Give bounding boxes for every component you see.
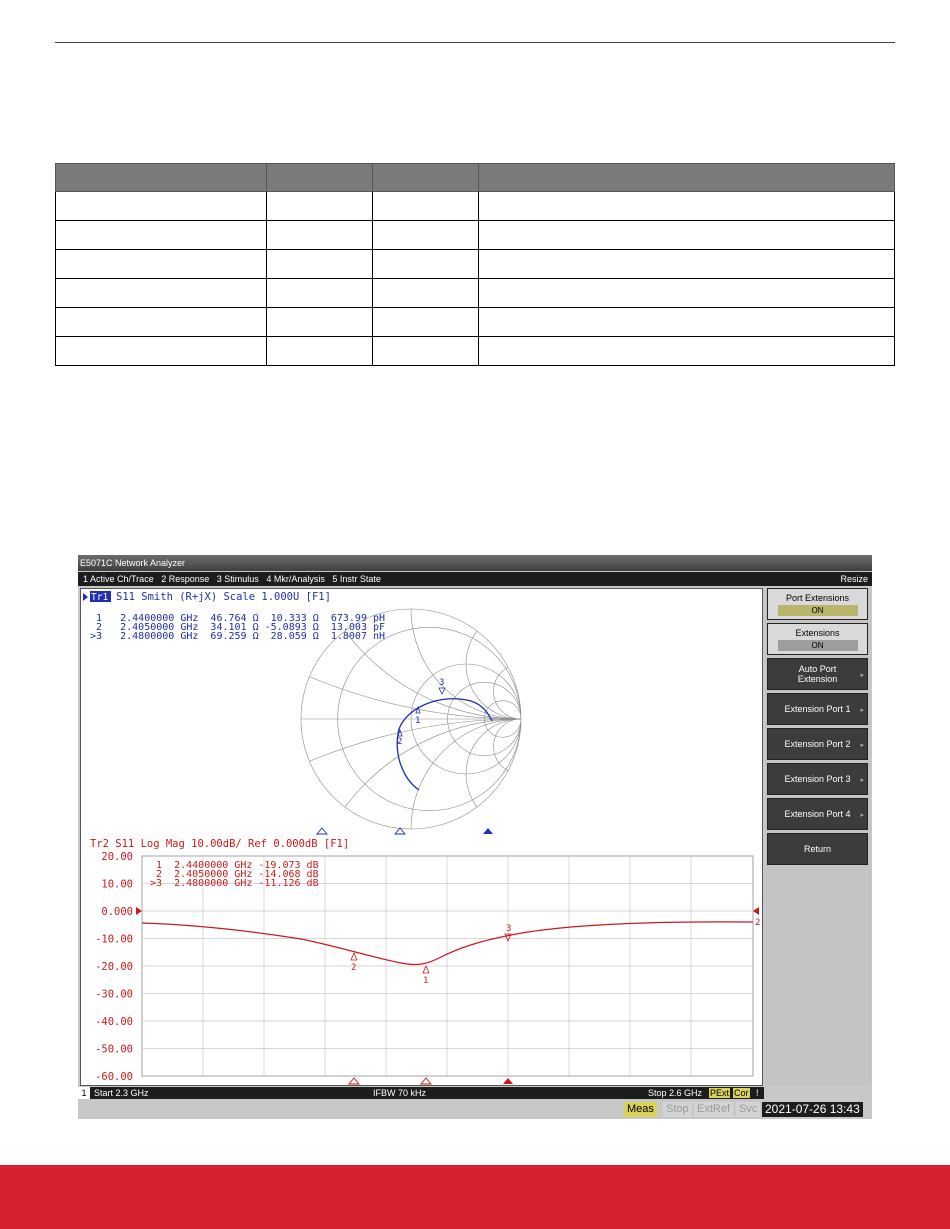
table-row bbox=[56, 250, 895, 279]
stop-indicator: Stop bbox=[663, 1102, 692, 1117]
smith-marker-line: 2 2.4050000 GHz 34.101 Ω -5.0893 Ω 13.003 pF bbox=[84, 622, 386, 633]
extension-port-2-button[interactable]: Extension Port 2 ▸ bbox=[767, 728, 868, 760]
svg-text:1: 1 bbox=[415, 716, 421, 726]
svg-text:2: 2 bbox=[351, 963, 357, 973]
plot-svg bbox=[81, 589, 764, 1087]
smith-trace bbox=[397, 699, 492, 790]
svg-text:3: 3 bbox=[506, 924, 512, 934]
network-analyzer-window bbox=[78, 555, 872, 1119]
logmag-marker-line: 1 2.4400000 GHz -19.073 dB bbox=[144, 860, 319, 871]
table-row bbox=[56, 337, 895, 366]
y-tick-label: -40.00 bbox=[95, 1016, 133, 1028]
y-tick-label: 10.00 bbox=[101, 878, 133, 891]
svc-indicator: Svc bbox=[736, 1102, 760, 1117]
table-row bbox=[56, 308, 895, 337]
menu-item-active-ch-trace[interactable]: 1 Active Ch/Trace bbox=[83, 574, 154, 584]
channel-status-bar bbox=[78, 1087, 764, 1099]
extref-indicator: ExtRef bbox=[694, 1102, 733, 1117]
extension-port-3-button[interactable]: Extension Port 3 ▸ bbox=[767, 763, 868, 795]
right-marker-label: 2 bbox=[755, 918, 761, 928]
svg-text:3: 3 bbox=[439, 678, 445, 688]
stimulus-marker-icon bbox=[483, 828, 493, 834]
window-title: E5071C Network Analyzer bbox=[78, 555, 872, 571]
resize-button[interactable]: Resize bbox=[840, 574, 868, 584]
reference-level-icon bbox=[136, 907, 142, 915]
smith-marker-line: >3 2.4800000 GHz 69.259 Ω 28.059 Ω 1.8007 nH bbox=[84, 631, 386, 642]
menu-bar bbox=[78, 572, 872, 586]
logmag-marker-line: 2 2.4050000 GHz -14.068 dB bbox=[144, 869, 319, 880]
svg-text:2: 2 bbox=[397, 737, 403, 747]
port-ext-indicator: PExt bbox=[710, 1088, 730, 1098]
date-time: 2021-07-26 13:43 bbox=[762, 1102, 863, 1117]
table-header-cell bbox=[56, 164, 267, 192]
submenu-arrow-icon: ▸ bbox=[860, 742, 864, 749]
stimulus-marker-icon bbox=[503, 1078, 513, 1084]
softkey-panel bbox=[765, 588, 871, 1086]
submenu-arrow-icon: ▸ bbox=[860, 777, 864, 784]
plot-area bbox=[80, 588, 763, 1086]
table-header-cell bbox=[267, 164, 373, 192]
menu-item-response[interactable]: 2 Response bbox=[161, 574, 210, 584]
port-extensions-softkey[interactable]: Port Extensions ON bbox=[767, 588, 868, 620]
port-extensions-state: ON bbox=[778, 605, 858, 616]
correction-indicator: Cor bbox=[734, 1088, 749, 1098]
logmag-marker-line: >3 2.4800000 GHz -11.126 dB bbox=[144, 878, 319, 889]
y-tick-label: -30.00 bbox=[95, 988, 133, 1001]
stimulus-marker-icon bbox=[421, 1078, 431, 1084]
logmag-grid bbox=[142, 856, 753, 1076]
channel-number[interactable]: 1 bbox=[78, 1087, 90, 1099]
y-tick-label: 20.00 bbox=[101, 851, 133, 863]
svg-text:1: 1 bbox=[423, 976, 429, 986]
y-tick-label: -50.00 bbox=[95, 1043, 133, 1056]
page-footer-band bbox=[0, 1165, 950, 1229]
active-trace-icon bbox=[83, 593, 88, 601]
table-header-cell bbox=[373, 164, 479, 192]
smith-header: S11 Smith (R+jX) Scale 1.000U [F1] bbox=[116, 591, 331, 603]
submenu-arrow-icon: ▸ bbox=[860, 812, 864, 819]
stop-frequency[interactable]: Stop 2.6 GHz bbox=[648, 1088, 703, 1098]
y-tick-label: -10.00 bbox=[95, 933, 133, 946]
smith-marker-line: 1 2.4400000 GHz 46.764 Ω 10.333 Ω 673.99 pH bbox=[84, 613, 386, 624]
submenu-arrow-icon: ▸ bbox=[860, 672, 864, 679]
table-row bbox=[56, 279, 895, 308]
warning-indicator: ! bbox=[756, 1088, 759, 1098]
ifbw-value[interactable]: IFBW 70 kHz bbox=[373, 1088, 427, 1098]
table-row bbox=[56, 221, 895, 250]
logmag-header: Tr2 S11 Log Mag 10.00dB/ Ref 0.000dB [F1] bbox=[90, 838, 350, 850]
header-rule bbox=[55, 42, 895, 43]
menu-item-mkr-analysis[interactable]: 4 Mkr/Analysis bbox=[266, 574, 325, 584]
return-button[interactable]: Return bbox=[767, 833, 868, 865]
auto-port-extension-button[interactable]: Auto Port Extension ▸ bbox=[767, 658, 868, 690]
table-row bbox=[56, 192, 895, 221]
stimulus-marker-icon bbox=[349, 1078, 359, 1084]
reference-level-icon bbox=[753, 907, 759, 915]
extension-port-1-button[interactable]: Extension Port 1 ▸ bbox=[767, 693, 868, 725]
instrument-status-bar bbox=[78, 1101, 872, 1119]
start-frequency[interactable]: Start 2.3 GHz bbox=[94, 1088, 149, 1098]
y-tick-label: -20.00 bbox=[95, 961, 133, 973]
smith-trace-label[interactable]: Tr1 bbox=[91, 592, 109, 603]
extension-port-4-button[interactable]: Extension Port 4 ▸ bbox=[767, 798, 868, 830]
data-table bbox=[55, 163, 895, 366]
smith-marker-3[interactable] bbox=[439, 678, 445, 694]
extensions-toggle[interactable]: Extensions ON bbox=[767, 623, 868, 655]
menu-item-instr-state[interactable]: 5 Instr State bbox=[332, 574, 381, 584]
meas-indicator: Meas bbox=[624, 1102, 657, 1117]
y-tick-label: -60.00 bbox=[95, 1071, 133, 1083]
table-header-row bbox=[56, 164, 895, 192]
stimulus-marker-icon bbox=[317, 828, 327, 834]
y-tick-label: 0.000 bbox=[101, 906, 133, 918]
table-header-cell bbox=[479, 164, 895, 192]
menu-item-stimulus[interactable]: 3 Stimulus bbox=[216, 574, 259, 584]
submenu-arrow-icon: ▸ bbox=[860, 707, 864, 714]
extensions-state: ON bbox=[778, 640, 858, 651]
